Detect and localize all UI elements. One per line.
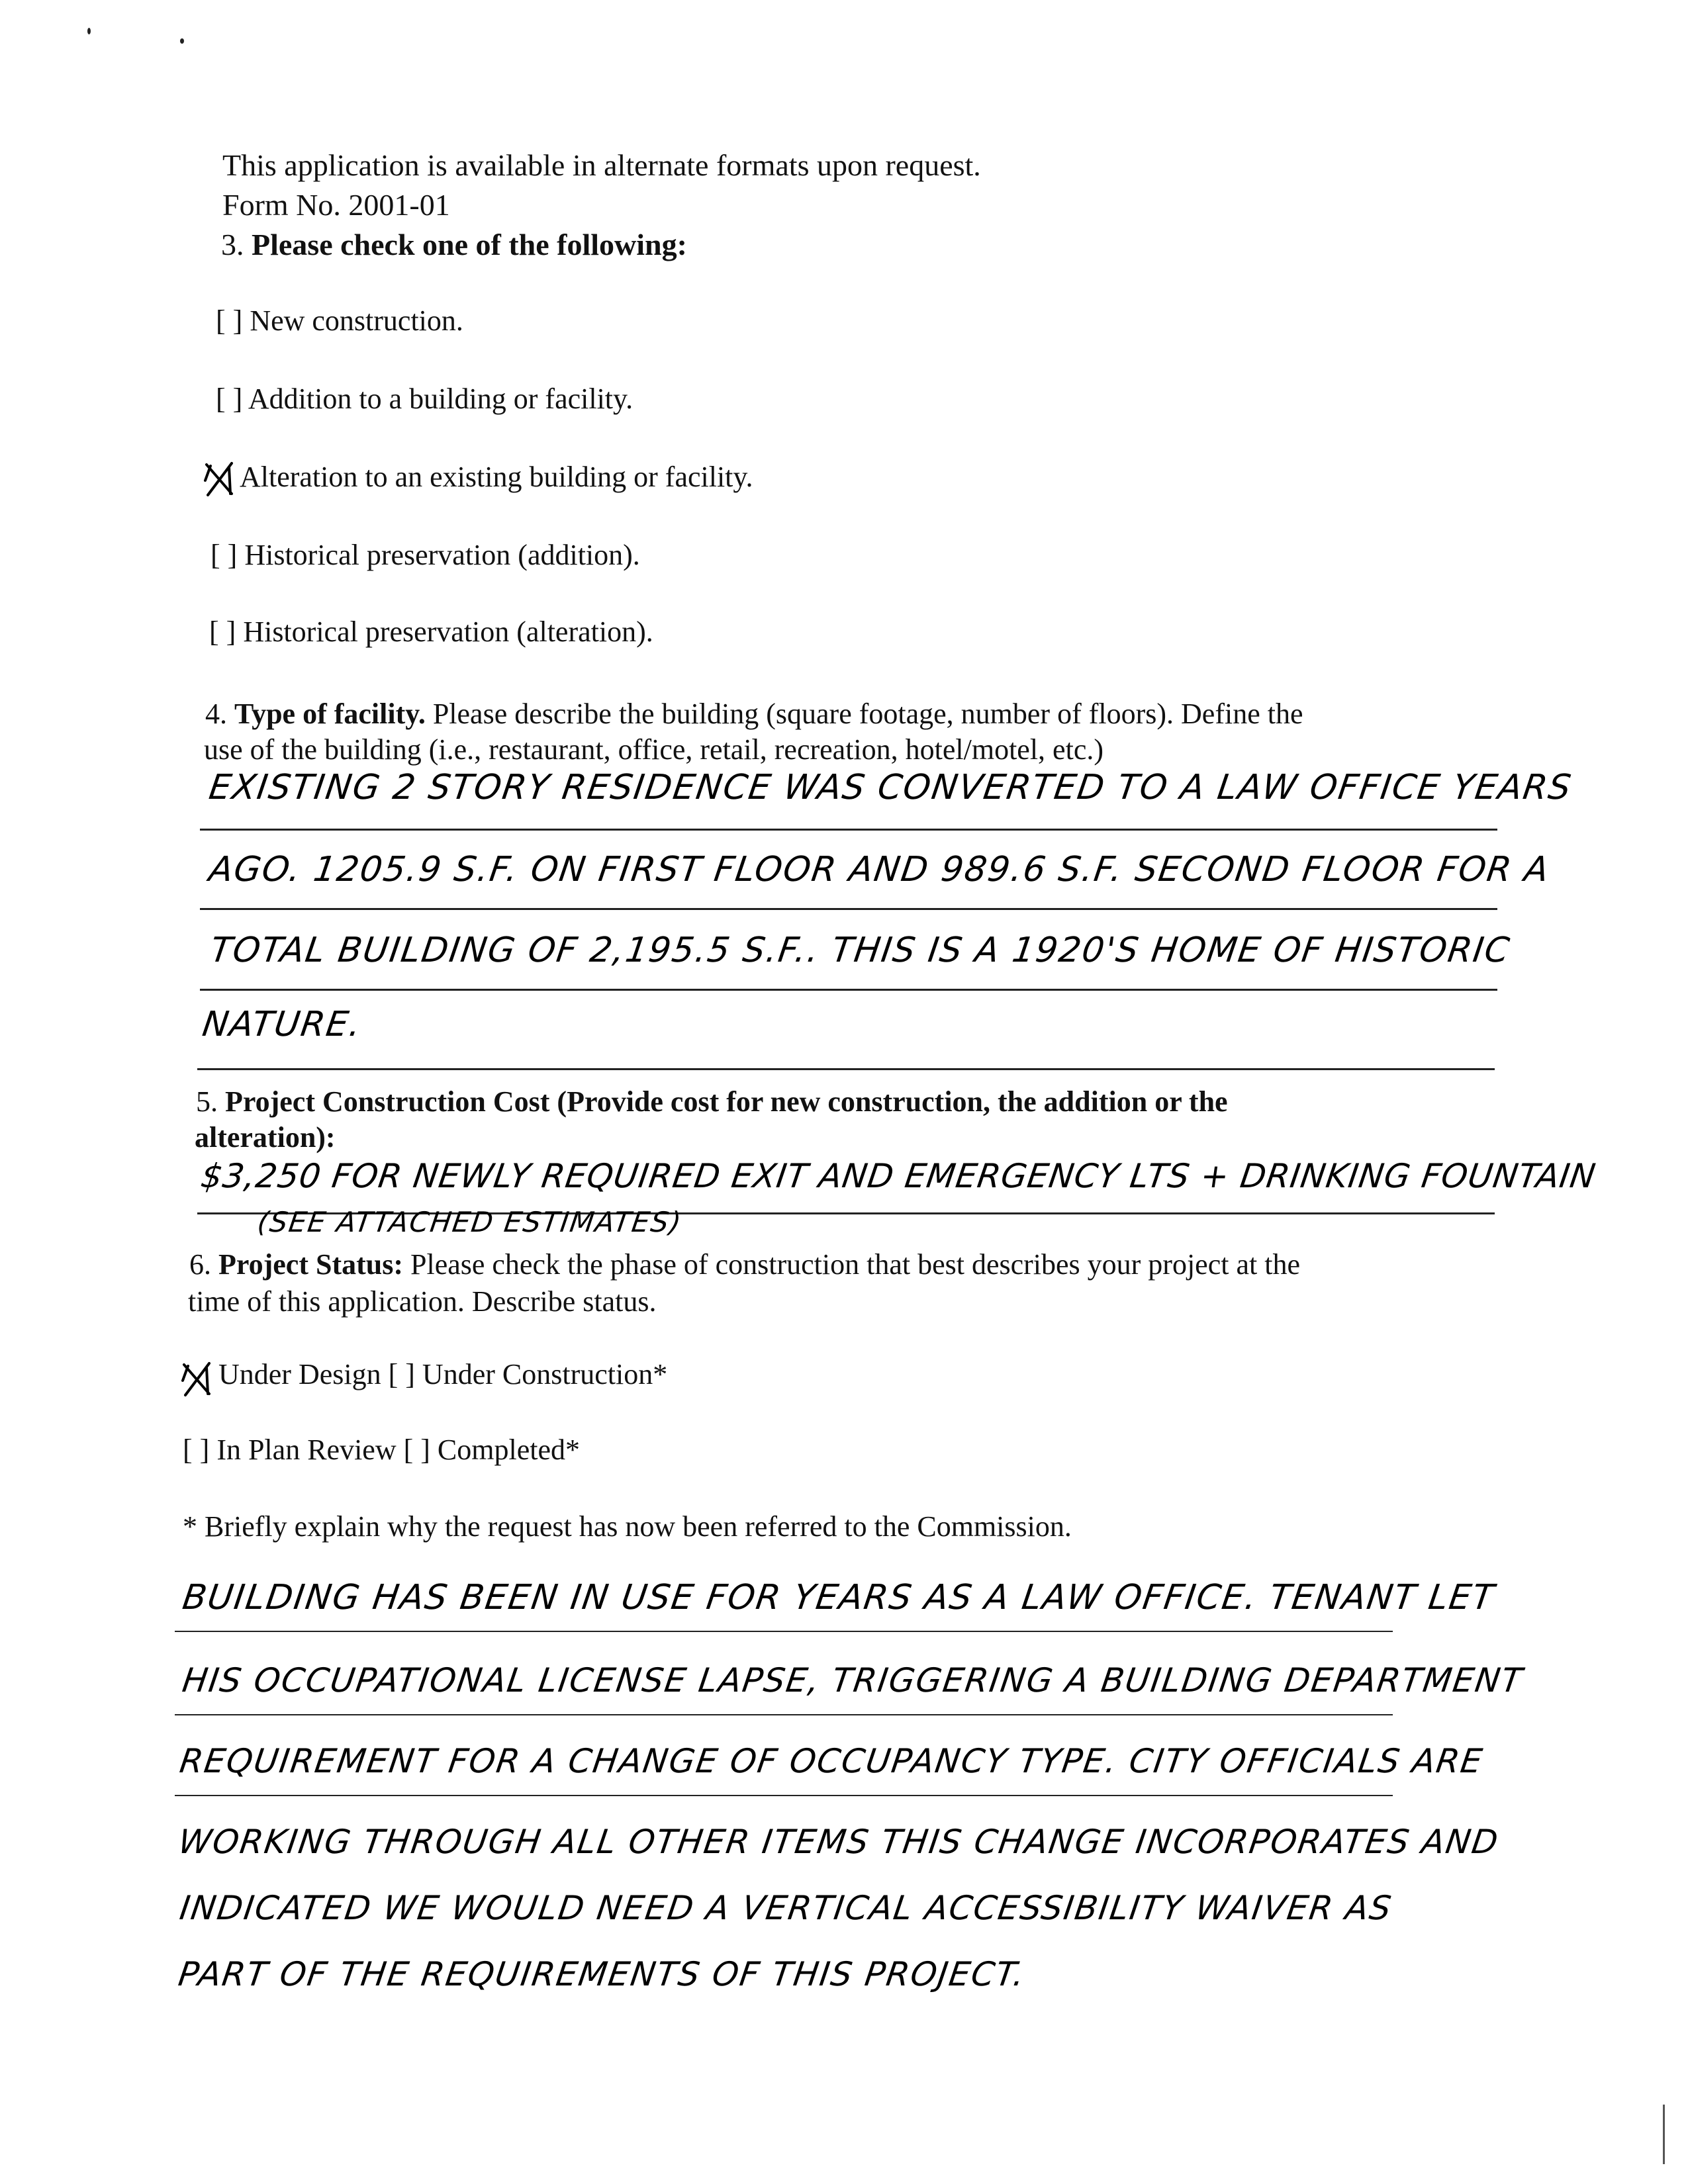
answer-rule [200,989,1497,991]
checkbox-historical-alteration[interactable]: [ ] [209,615,236,648]
status-under-design-label[interactable]: Under Design [218,1358,381,1390]
facility-answer-line[interactable]: EXISTING 2 STORY RESIDENCE WAS CONVERTED TO A LAW OFFICE YEARS [207,768,1575,807]
facility-answer-line[interactable]: AGO. 1205.9 S.F. ON FIRST FLOOR AND 989.6 S.F. SECOND FLOOR FOR A [207,850,1552,889]
answer-rule [197,1068,1495,1070]
scan-speck [87,28,91,34]
option-historical-alteration[interactable] [209,615,653,649]
section-5-title: Project Construction Cost (Provide cost for new construction, the addition or the [225,1085,1228,1118]
section-6-heading [189,1248,1300,1282]
checkmark-x-icon[interactable] [203,461,236,498]
answer-rule [175,1795,1393,1796]
explanation-line[interactable]: PART OF THE REQUIREMENTS OF THIS PROJECT. [176,1955,1029,1993]
facility-answer-line[interactable]: TOTAL BUILDING OF 2,195.5 S.F.. THIS IS A 1920'S HOME OF HISTORIC [208,931,1513,970]
option-label: New construction. [250,304,463,337]
explanation-line[interactable]: BUILDING HAS BEEN IN USE FOR YEARS AS A LAW OFFICE. TENANT LET [180,1578,1498,1617]
availability-notice: This application is available in alternate formats upon request. [222,148,981,182]
answer-rule [200,908,1497,910]
scan-speck [180,38,184,44]
explain-prompt: * Briefly explain why the request has now been referred to the Commission. [183,1510,1072,1543]
option-label: Historical preservation (addition). [244,539,640,571]
section-3-heading [221,228,687,263]
status-completed-label[interactable]: Completed* [437,1433,581,1466]
checkbox-historical-addition[interactable]: [ ] [211,539,238,571]
answer-rule [200,829,1497,831]
option-label: Addition to a building or facility. [248,383,633,415]
explanation-line[interactable]: INDICATED WE WOULD NEED A VERTICAL ACCESSIBILITY WAIVER AS [177,1889,1395,1927]
checkbox-new-construction[interactable]: [ ] [216,304,243,337]
section-6-prompt: Please check the phase of construction that best describes your project at the [410,1248,1300,1281]
status-row-2 [183,1433,580,1467]
option-historical-addition[interactable] [211,539,640,572]
checkbox-under-construction[interactable]: [ ] [388,1358,415,1390]
section-3-title: Please check one of the following: [252,228,687,261]
checkbox-completed[interactable]: [ ] [403,1433,430,1466]
explanation-line[interactable]: REQUIREMENT FOR A CHANGE OF OCCUPANCY TYPE. CITY OFFICIALS ARE [177,1742,1486,1780]
option-new-construction[interactable] [216,304,463,338]
section-6-title: Project Status: [218,1248,403,1281]
section-6-prompt-line2: time of this application. Describe status. [188,1285,657,1318]
scan-edge-mark [1663,2105,1665,2164]
answer-rule [175,1714,1393,1715]
section-4-heading [205,698,1303,731]
section-4-number: 4. [205,698,227,730]
section-4-prompt-line2: use of the building (i.e., restaurant, office, retail, recreation, hotel/motel, etc.) [204,733,1103,766]
status-under-construction-label[interactable]: Under Construction* [422,1358,668,1390]
option-alteration[interactable] [240,461,753,494]
answer-rule [175,1631,1393,1632]
cost-answer-line[interactable]: $3,250 FOR NEWLY REQUIRED EXIT AND EMERGENCY LTS + DRINKING FOUNTAIN [199,1157,1599,1195]
checkbox-in-plan-review[interactable]: [ ] [183,1433,210,1466]
option-label: Historical preservation (alteration). [243,615,653,648]
explanation-line[interactable]: HIS OCCUPATIONAL LICENSE LAPSE, TRIGGERING A BUILDING DEPARTMENT [180,1661,1526,1700]
section-6-number: 6. [189,1248,211,1281]
cost-answer-line[interactable]: (SEE ATTACHED ESTIMATES) [256,1206,684,1238]
section-3-number: 3. [221,228,244,261]
checkbox-addition[interactable]: [ ] [216,383,243,415]
option-addition[interactable] [216,383,633,416]
status-in-plan-review-label[interactable]: In Plan Review [216,1433,397,1466]
form-number: Form No. 2001-01 [222,188,450,222]
section-5-heading [196,1085,1228,1119]
facility-answer-line[interactable]: NATURE. [200,1005,365,1044]
section-5-title-line2: alteration): [195,1121,336,1154]
status-row-1 [218,1358,667,1392]
section-5-number: 5. [196,1085,218,1118]
section-4-title: Type of facility. [234,698,426,730]
section-4-prompt: Please describe the building (square footage, number of floors). Define the [432,698,1303,730]
option-label: Alteration to an existing building or facility. [240,461,753,493]
checkmark-x-icon[interactable] [180,1361,213,1398]
explanation-line[interactable]: WORKING THROUGH ALL OTHER ITEMS THIS CHANGE INCORPORATES AND [176,1823,1502,1861]
